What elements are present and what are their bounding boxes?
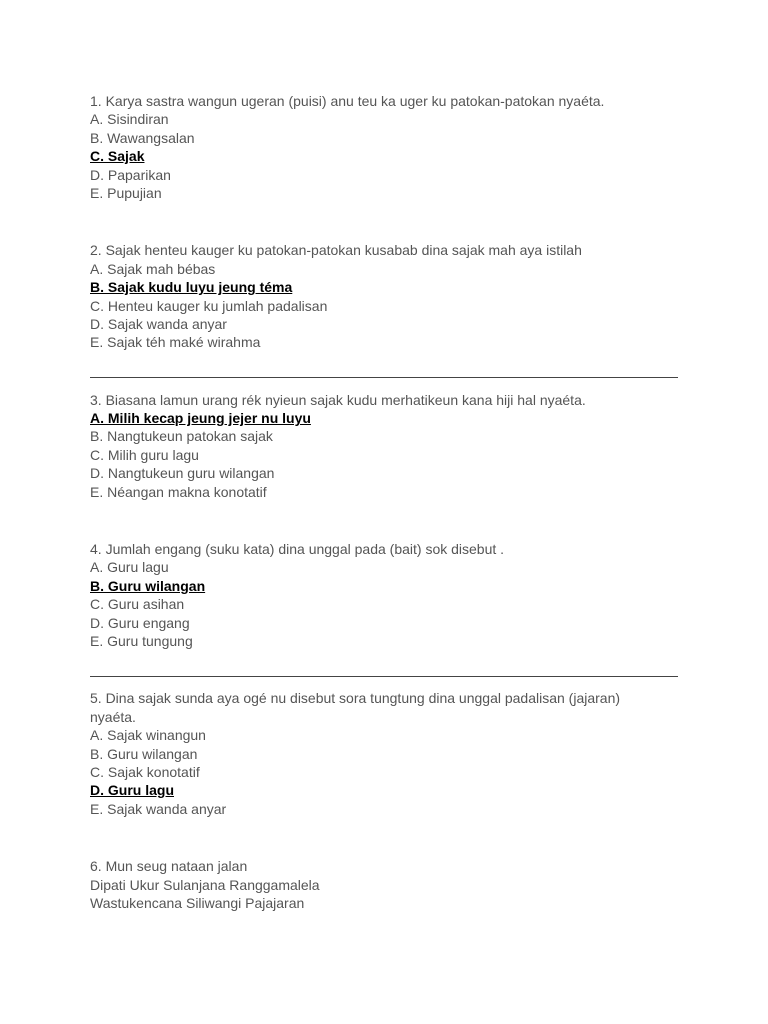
option-b: B. Nangtukeun patokan sajak bbox=[90, 428, 273, 445]
question-text: 6. Mun seug nataan jalan bbox=[90, 858, 248, 875]
question-6 bbox=[90, 857, 680, 912]
option-a: A. Sajak mah bébas bbox=[90, 260, 216, 277]
option-e: E. Néangan makna konotatif bbox=[90, 483, 267, 500]
question-text: 3. Biasana lamun urang rék nyieun sajak kudu merhatikeun kana hiji hal nyaéta. bbox=[90, 391, 586, 408]
option-c: C. Henteu kauger ku jumlah padalisan bbox=[90, 297, 328, 314]
option-a: A. Sajak winangun bbox=[90, 727, 206, 744]
quiz-document bbox=[90, 92, 680, 912]
question-text: 4. Jumlah engang (suku kata) dina unggal pada (bait) sok disebut . bbox=[90, 541, 505, 558]
option-b: B. Wawangsalan bbox=[90, 129, 195, 146]
poem-line: Wastukencana Siliwangi Pajajaran bbox=[90, 894, 305, 911]
option-b-answer: B. Guru wilangan bbox=[90, 577, 206, 594]
option-d: D. Paparikan bbox=[90, 166, 171, 183]
option-e: E. Pupujian bbox=[90, 184, 162, 201]
option-a-answer: A. Milih kecap jeung jejer nu luyu bbox=[90, 410, 311, 427]
question-text: 2. Sajak henteu kauger ku patokan-patokan kusabab dina sajak mah aya istilah bbox=[90, 242, 582, 259]
question-2 bbox=[90, 241, 680, 351]
option-c: C. Guru asihan bbox=[90, 596, 185, 613]
option-b: B. Guru wilangan bbox=[90, 745, 198, 762]
option-a: A. Sisindiran bbox=[90, 111, 169, 128]
option-e: E. Guru tungung bbox=[90, 632, 193, 649]
option-d-answer: D. Guru lagu bbox=[90, 782, 174, 799]
option-c: C. Sajak konotatif bbox=[90, 763, 200, 780]
question-text: 1. Karya sastra wangun ugeran (puisi) anu teu ka uger ku patokan-patokan nyaéta. bbox=[90, 93, 605, 109]
option-e: E. Sajak téh maké wirahma bbox=[90, 334, 261, 351]
option-c: C. Milih guru lagu bbox=[90, 446, 199, 463]
question-3 bbox=[90, 391, 680, 501]
option-b-answer: B. Sajak kudu luyu jeung téma bbox=[90, 279, 293, 296]
option-a: A. Guru lagu bbox=[90, 559, 169, 576]
question-1 bbox=[90, 92, 680, 202]
question-5 bbox=[90, 689, 680, 818]
option-e: E. Sajak wanda anyar bbox=[90, 800, 227, 817]
poem-line: Dipati Ukur Sulanjana Ranggamalela bbox=[90, 876, 320, 893]
option-d: D. Nangtukeun guru wilangan bbox=[90, 465, 275, 482]
question-text-continued: nyaéta. bbox=[90, 708, 136, 725]
question-4 bbox=[90, 540, 680, 650]
option-d: D. Guru engang bbox=[90, 614, 190, 631]
option-c-answer: C. Sajak bbox=[90, 148, 145, 165]
question-text: 5. Dina sajak sunda aya ogé nu disebut sora tungtung dina unggal padalisan (jajaran) bbox=[90, 690, 621, 707]
option-d: D. Sajak wanda anyar bbox=[90, 315, 227, 332]
